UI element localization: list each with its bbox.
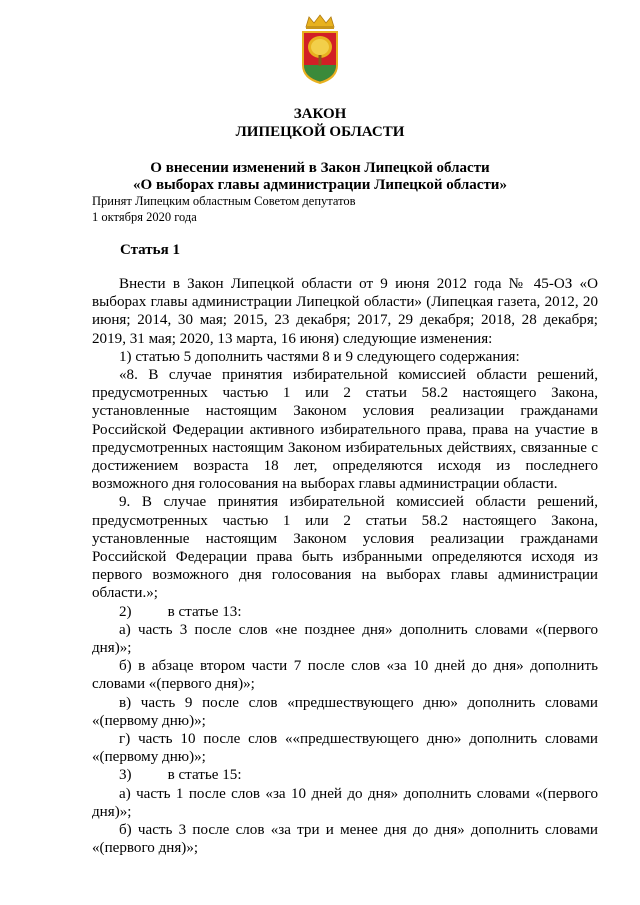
list-number: 3) [119,767,132,784]
list-text: в статье 13: [167,603,242,620]
paragraph: г) часть 10 после слов ««предшествующего дню» дополнить словами «(первому дню)»; [92,731,598,766]
lipetsk-coat-of-arms-icon [299,13,341,85]
list-item [92,766,598,784]
list-text: в статье 15: [167,767,242,784]
document-title-line1: ЗАКОН [293,106,347,122]
paragraph: а) часть 1 после слов «за 10 дней до дня» дополнить словами «(первого дня)»; [92,785,598,820]
paragraph: б) часть 3 после слов «за три и менее дня до дня» дополнить словами «(первого дня)»; [92,822,598,857]
list-item [92,603,598,621]
document-body [92,262,598,858]
adopted-by: Принят Липецким областным Советом депутатов [92,194,356,208]
paragraph: 9. В случае принятия избирательной комиссией области решений, предусмотренных частью 1 или 2 статьи 58.2 настоящего Закона, установленные настоящим Законом условия реализации гражданами Российской Федерации права быть избранными определяются исходя из первого возможного дня голосования на выборах главы администрации области.»; [92,494,598,602]
document-title-line2: ЛИПЕЦКОЙ ОБЛАСТИ [235,124,405,140]
list-number: 2) [119,603,132,620]
paragraph: б) в абзаце втором части 7 после слов «за 10 дней до дня» дополнить словами «(первого дня)»; [92,658,598,693]
document-subtitle-line2: «О выборах главы администрации Липецкой области» [133,177,507,193]
article-heading: Статья 1 [120,242,180,258]
paragraph: в) часть 9 после слов «предшествующего дню» дополнить словами «(первому дню)»; [92,694,598,729]
paragraph: «8. В случае принятия избирательной комиссией области решений, предусмотренных частью 1 или 2 статьи 58.2 настоящего Закона, установленные настоящим Законом условия реализации гражданами Российской Федерации активного избирательного права, права на участие в предусмотренных настоящим Законом избирательных действиях, связанные с достижением возраста 18 лет, определяются исходя из последнего возможного дня голосования на выборах главы администрации области. [92,367,598,493]
paragraph: 1) статью 5 дополнить частями 8 и 9 следующего содержания: [119,348,520,365]
paragraph: Внести в Закон Липецкой области от 9 июня 2012 года № 45-ОЗ «О выборах главы администрации Липецкой области» (Липецкая газета, 2012, 20 июня; 2014, 30 мая; 2015, 23 декабря; 2017, 29 декабря; 2018, 28 декабря; 2019, 31 мая; 2020, 13 марта, 16 июня) следующие изменения: [92,276,598,347]
document-subtitle-line1: О внесении изменений в Закон Липецкой области [150,160,490,176]
paragraph: а) часть 3 после слов «не позднее дня» дополнить словами «(первого дня)»; [92,621,598,657]
adopted-date: 1 октября 2020 года [92,210,197,224]
